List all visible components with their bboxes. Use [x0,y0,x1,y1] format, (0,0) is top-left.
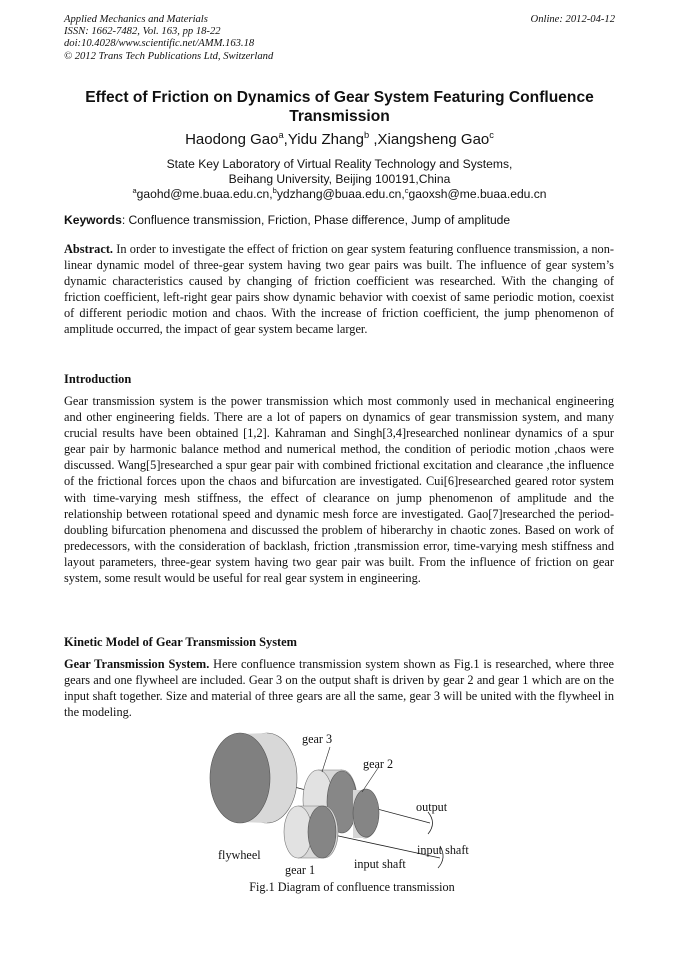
label-input-shaft-right: input shaft [417,843,469,857]
gear1-face [308,806,336,858]
online-date: Online: 2012-04-12 [530,14,615,25]
copyright-line: © 2012 Trans Tech Publications Ltd, Switzerland [64,50,274,62]
label-gear1: gear 1 [285,863,316,877]
author-separator: , [283,131,288,148]
abstract [64,241,614,338]
affiliation-line: Beihang University, Beijing 100191,China [228,171,451,186]
flywheel-face [210,733,270,823]
affiliation-line: State Key Laboratory of Virtual Reality Technology and Systems, [166,157,513,171]
author-name: Yidu Zhang [287,131,364,148]
keywords [64,213,615,227]
journal-name: Applied Mechanics and Materials [64,14,208,25]
introduction-heading: Introduction [64,372,132,386]
email-mark: c [404,185,409,195]
email-address: gaohd@me.buaa.edu.cn, [136,186,273,201]
email-address: gaoxsh@me.buaa.edu.cn [408,186,547,201]
label-input-shaft: input shaft [354,857,406,871]
kinetic-text: Here confluence transmission system shown as Fig.1 is researched, where three gears and one flywheel are included. Gear 3 on the output shaft is driven by gear 2 and gear 1 which are on the input shaft together. Size and material of three gears are all the same, gear 3 will be united with the flywheel in the modeling. [64,657,614,720]
email-line [64,187,615,202]
label-gear3: gear 3 [302,732,333,746]
author-list [64,131,615,148]
affiliation [64,157,615,201]
email-mark: b [272,185,277,195]
label-output: output [416,800,448,814]
kinetic-heading: Kinetic Model of Gear Transmission System [64,635,298,649]
gear-system-label: Gear Transmission System. [64,657,210,671]
doi-line: doi:10.4028/www.scientific.net/AMM.163.18 [64,38,255,50]
keywords-text: : Confluence transmission, Friction, Phase difference, Jump of amplitude [121,213,511,227]
introduction-text: Gear transmission system is the power transmission which most commonly used in mechanical engineering and other engineering fields. There are a lot of papers on dynamics of gear transmission system, and many crucial results have been obtained [1,2]. Kahraman and Singh[3,4]researched nonlinear dynamics of a spur gear pair by harmonic balance method and numerical method, the condition of periodic motion ,chaos were discussed. Wang[5]researched a spur gear pair with combined frictional excitation and clearance ,the influence of the frictional forces upon the chaos and bifurcation are investigated. Cui[6]researched geared rotor system with time-varying mesh stiffness, the effect of clearance on jump phenomenon of amplitude and the relationship between rotational speed and dynamic mesh force are investigated. Gao[7]researched the period-doubling bifurcation phenomena and discussed the problem of hiberarchy in chaotic zones. Based on work of predecessors, with the consideration of backlash, friction ,transmission error, time-varying mesh stiffness and layout parameters, three-gear system having two gear pair was built. From the influence of friction on gear system, some result would be useful for real gear system in engineering. [64,394,614,586]
author-name: Xiangsheng Gao [377,131,490,148]
email-mark: a [132,185,137,195]
figure-caption: Fig.1 Diagram of confluence transmission [249,880,455,894]
paper-title: Effect of Friction on Dynamics of Gear System Featuring Confluence Transmission [85,89,594,125]
author-affil-mark: c [489,130,494,140]
author-name: Haodong Gao [185,131,279,148]
kinetic-paragraph [64,656,614,720]
journal-info [64,14,273,63]
author-affil-mark: a [278,130,284,140]
label-gear2: gear 2 [363,757,394,771]
email-address: ydzhang@buaa.edu.cn, [276,186,405,201]
abstract-label: Abstract. [64,242,114,256]
gear2-front [353,789,379,837]
author-separator: , [369,131,378,148]
keywords-label: Keywords [64,213,122,227]
label-flywheel: flywheel [218,848,261,862]
abstract-text: In order to investigate the effect of friction on gear system featuring confluence transmission, a non-linear dynamic model of three-gear system having two gear pairs was built. The influence of gear system’s dynamic characteristics caused by changing of friction coefficient was researched. With the changing of friction coefficient, left-right gear pairs show dynamic behavior with coexist of same periodic motion, coexist of different periodic motion and chaos. With the increase of friction coefficient, the jump phenomenon of amplitude occurred, the impact of gear system became larger. [64,242,614,337]
figure-confluence-transmission [0,720,678,900]
author-affil-mark: b [363,130,370,140]
issn-line: ISSN: 1662-7482, Vol. 163, pp 18-22 [64,26,221,38]
